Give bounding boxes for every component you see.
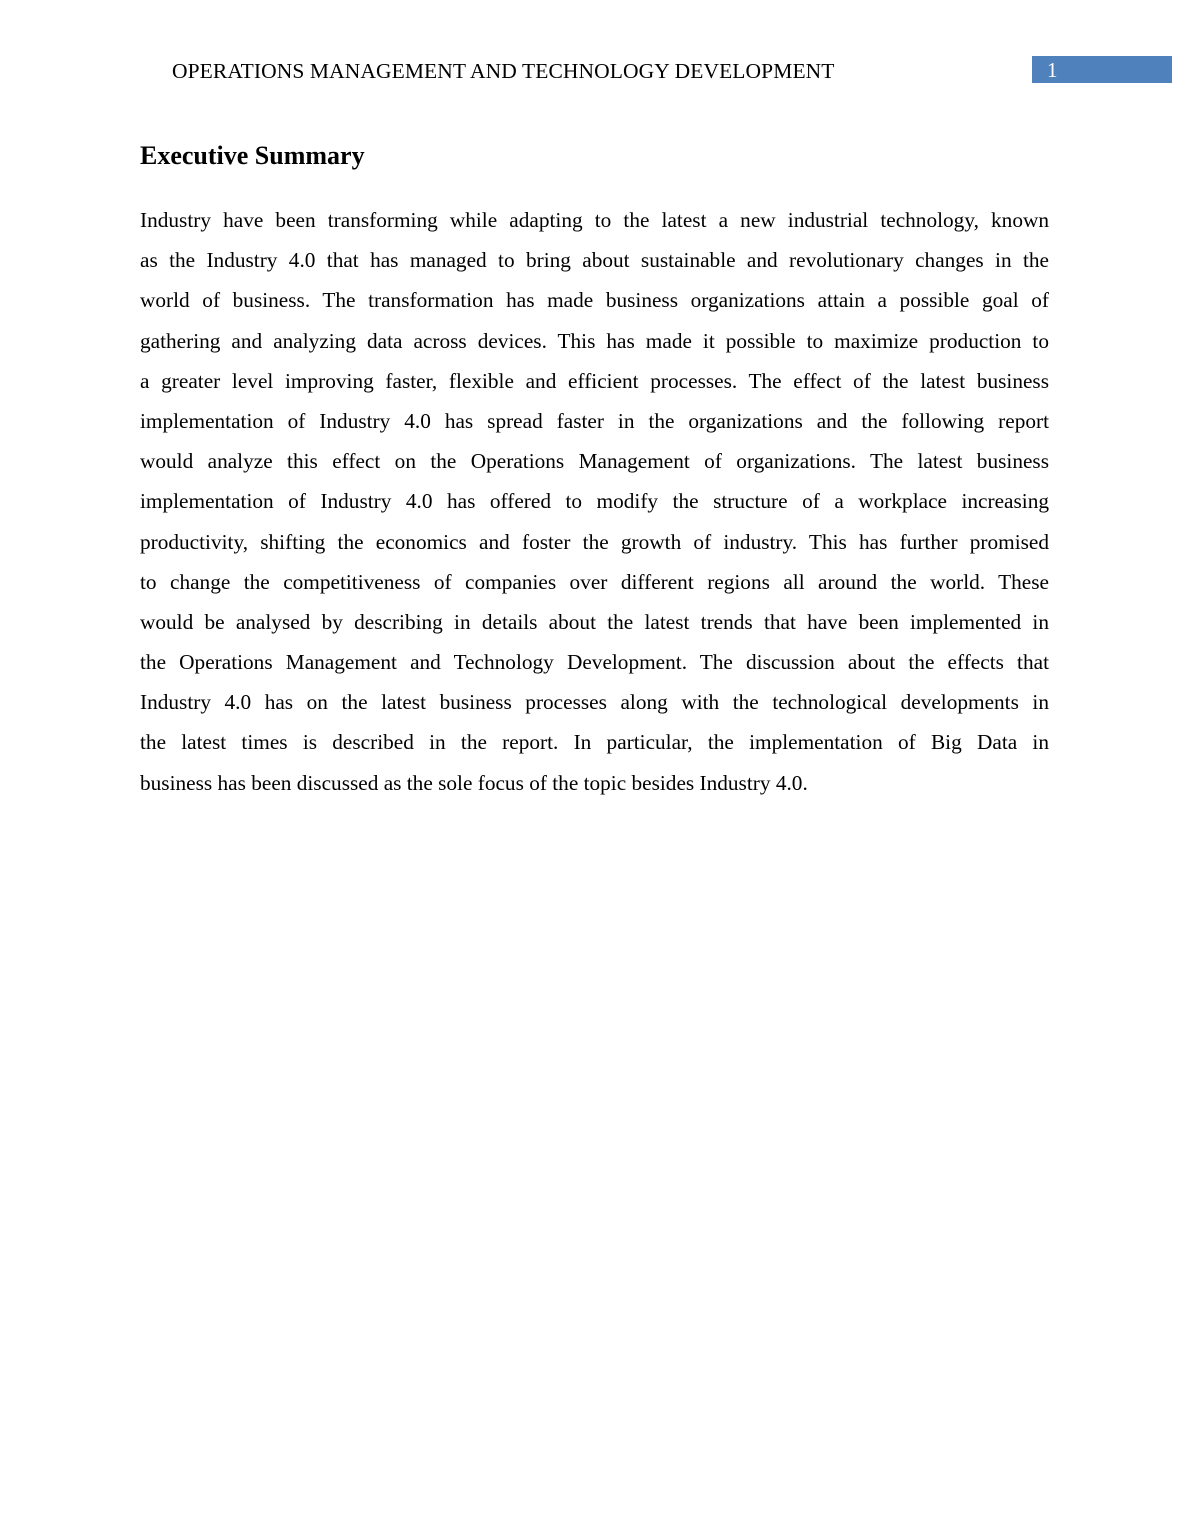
paragraph-line: world of business. The transformation has made business organizations attain a possible goal of bbox=[140, 288, 1049, 313]
page-number: 1 bbox=[1047, 58, 1058, 82]
section-heading: Executive Summary bbox=[140, 141, 365, 170]
paragraph-line: Industry have been transforming while adapting to the latest a new industrial technology, known bbox=[140, 208, 1049, 232]
paragraph-line: implementation of Industry 4.0 has offered to modify the structure of a workplace increasing bbox=[140, 489, 1049, 514]
paragraph-line: a greater level improving faster, flexible and efficient processes. The effect of the latest business bbox=[140, 368, 1049, 393]
paragraph-line: implementation of Industry 4.0 has spread faster in the organizations and the following report bbox=[140, 408, 1049, 433]
paragraph-line: business has been discussed as the sole focus of the topic besides Industry 4.0. bbox=[140, 770, 808, 795]
paragraph-line: Industry 4.0 has on the latest business processes along with the technological developments in bbox=[140, 690, 1049, 715]
paragraph-line: gathering and analyzing data across devices. This has made it possible to maximize production to bbox=[140, 328, 1049, 353]
paragraph-line: would be analysed by describing in details about the latest trends that have been implemented in bbox=[140, 609, 1049, 634]
paragraph-line: to change the competitiveness of companies over different regions all around the world. These bbox=[140, 569, 1049, 594]
running-header-title: OPERATIONS MANAGEMENT AND TECHNOLOGY DEVELOPMENT bbox=[172, 59, 835, 83]
paragraph-line: productivity, shifting the economics and foster the growth of industry. This has further promised bbox=[140, 529, 1049, 554]
executive-summary-paragraph bbox=[140, 200, 1049, 803]
paragraph-line: as the Industry 4.0 that has managed to bring about sustainable and revolutionary changes in the bbox=[140, 248, 1049, 273]
page-number-badge bbox=[1032, 56, 1172, 83]
paragraph-line: the latest times is described in the report. In particular, the implementation of Big Data in bbox=[140, 730, 1049, 755]
paragraph-line: the Operations Management and Technology Development. The discussion about the effects that bbox=[140, 650, 1049, 675]
paragraph-line: would analyze this effect on the Operations Management of organizations. The latest business bbox=[140, 449, 1049, 474]
